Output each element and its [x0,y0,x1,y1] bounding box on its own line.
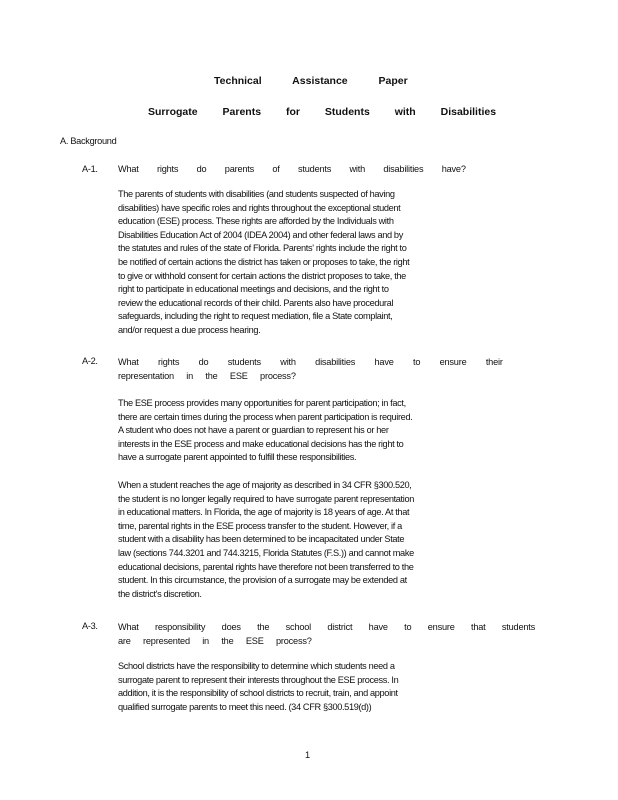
document-subtitle: Surrogate Parents for Students with Disabilities [148,106,497,118]
answer-paragraph: The parents of students with disabilities (and students suspected of having disabilities) have specific roles and rights throughout the exceptional student education (ESE) process. These rights are afforded by the Individuals with Disabilities Education Act of 2004 (IDEA 2004) and other federal laws and by the statutes and rules of the state of Florida. Parents' rights include the right to be notified of certain actions the district has taken or proposes to take, the right to give or withhold consent for certain actions the district proposes to take, the right to participate in educational meetings and decisions, and the right to review the educational records of their child. Parents also have procedural safeguards, including the right to request mediation, file a State complaint, and/or request a due process hearing. [118,189,410,335]
item-question: What responsibility does the school district have to ensure that students are represented in the ESE process? [118,622,536,646]
answer-paragraph: When a student reaches the age of majority as described in 34 CFR §300.520, the student is no longer legally required to have surrogate parent representation in educational matters. In Florida, the age of majority is 18 years of age. At that time, parental rights in the ESE process transfer to the student. However, if a student with a disability has been determined to be incapacitated under State law (sections 744.3201 and 744.3215, Florida Statutes (F.S.)) and cannot make educational decisions, parental rights have therefore not been transferred to the student. In this circumstance, the provision of a surrogate may be extended at the district's discretion. [118,480,414,599]
item-label: A-3. [82,621,98,631]
document-title: Technical Assistance Paper [214,75,408,87]
section-heading [60,136,116,146]
answer-paragraph: School districts have the responsibility to determine which students need a surrogate parent to represent their interests throughout the ESE process. In addition, it is the responsibility of school districts to recruit, train, and appoint qualified surrogate parents to meet this need. (34 CFR §300.519(d)) [118,661,399,712]
page-number: 1 [305,750,311,760]
section-letter: A. [60,136,69,146]
item-label: A-1. [82,164,98,174]
item-label: A-2. [82,356,98,366]
answer-paragraph: The ESE process provides many opportunities for parent participation; in fact, there are certain times during the process when parent participation is required. A student who does not have a parent or guardian to represent his or her interests in the ESE process and make educational decisions has the right to have a surrogate parent appointed to fulfill these responsibilities. [118,398,413,463]
section-title: Background [70,136,117,146]
item-question: What rights do parents of students with disabilities have? [118,164,466,174]
item-question: What rights do students with disabilities have to ensure their representation in the ESE process? [118,357,503,381]
